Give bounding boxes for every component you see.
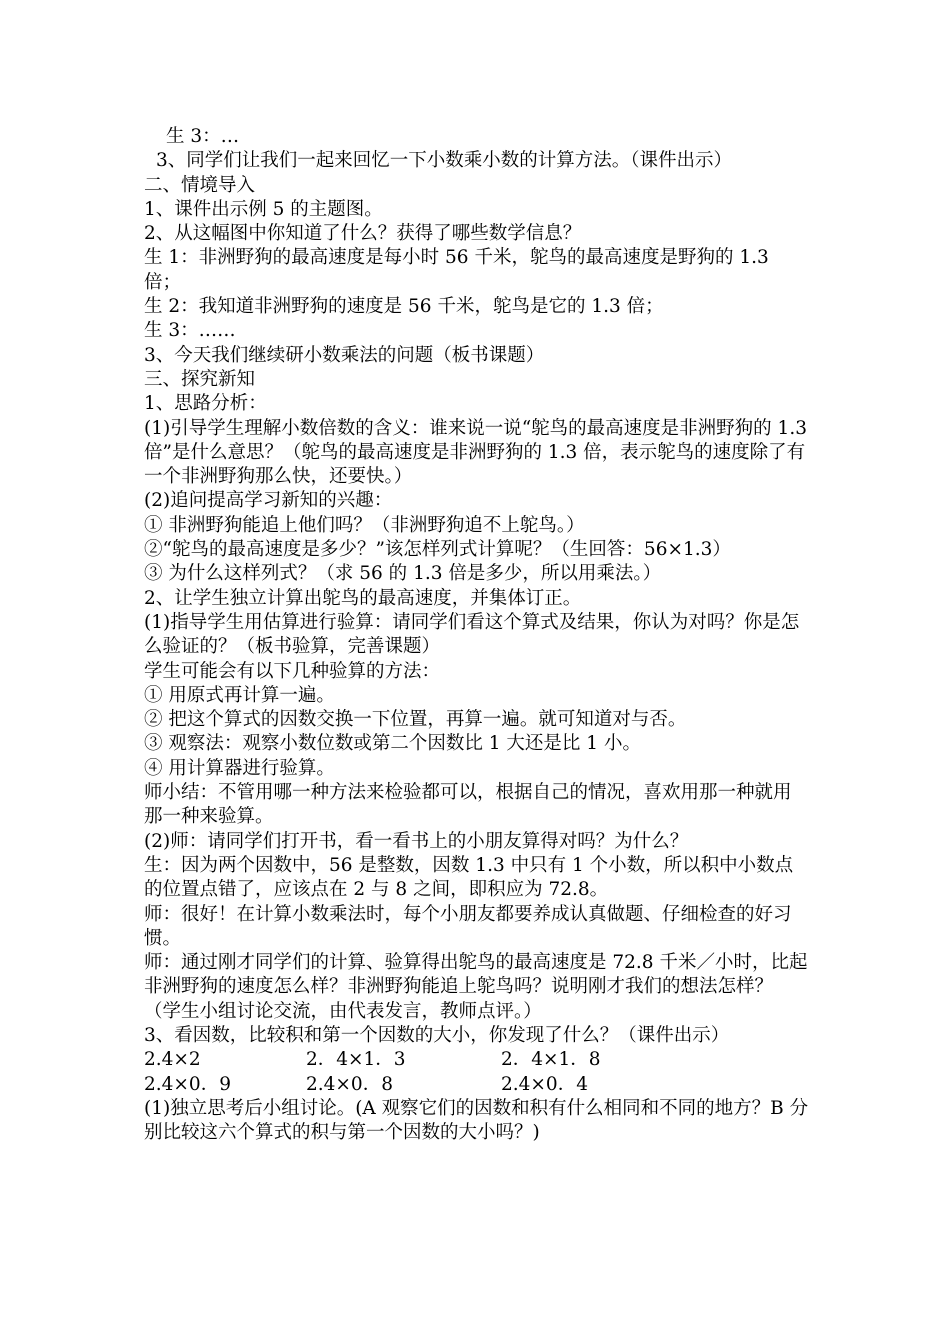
text-line: (2)追问提高学习新知的兴趣： — [144, 490, 393, 512]
text-line: 师：通过刚才同学们的计算、验算得出鸵鸟的最高速度是 72.8 千米／小时，比起非洲野狗的速度怎么样？非洲野狗能追上鸵鸟吗？说明刚才我们的想法怎样？（学生小组讨论交流，由代表发言，教师点评。） — [144, 952, 808, 1022]
calc-row — [144, 1073, 809, 1097]
text-line: 师小结：不管用哪一种方法来检验都可以，根据自己的情况，喜欢用那一种就用那一种来验算。 — [144, 782, 792, 828]
text-line: 1、课件出示例 5 的主题图。 — [144, 198, 383, 220]
document-body — [144, 125, 809, 1145]
text-line: (1)引导学生理解小数倍数的含义：谁来说一说“鸵鸟的最高速度是非洲野狗的 1.3 倍”是什么意思？（鸵鸟的最高速度是非洲野狗的 1.3 倍，表示鸵鸟的速度除了有一个非洲野狗那么快，还要快。） — [144, 417, 807, 488]
text-line: ④ 用计算器进行验算。 — [144, 757, 335, 779]
calc-expression: 2.4×0．4 — [501, 1073, 588, 1095]
calc-expression: 2.4×0．9 — [144, 1073, 231, 1095]
text-line: ② 把这个算式的因数交换一下位置，再算一遍。就可知道对与否。 — [144, 709, 687, 731]
text-line: 2、让学生独立计算出鸵鸟的最高速度，并集体订正。 — [144, 587, 582, 609]
calc-expression: 2.4×2 — [144, 1049, 201, 1071]
text-line: ②“鸵鸟的最高速度是多少？”该怎样列式计算呢？（生回答：56×1.3） — [144, 539, 731, 561]
text-line: ③ 观察法：观察小数位数或第二个因数比 1 大还是比 1 小。 — [144, 733, 641, 755]
calc-expression: 2．4×1．8 — [501, 1049, 601, 1071]
text-line: 学生可能会有以下几种验算的方法： — [144, 660, 441, 682]
text-line: ③ 为什么这样列式？（求 56 的 1.3 倍是多少，所以用乘法。） — [144, 563, 662, 585]
text-line: (2)师：请同学们打开书，看一看书上的小朋友算得对吗？为什么？ — [144, 830, 689, 852]
text-line: ① 用原式再计算一遍。 — [144, 684, 335, 706]
calc-row — [144, 1048, 809, 1072]
text-line: 3、看因数，比较积和第一个因数的大小，你发现了什么？（课件出示） — [144, 1024, 730, 1046]
text-line: (1)独立思考后小组讨论。(A 观察它们的因数和积有什么相同和不同的地方？B 分别比较这六个算式的积与第一个因数的大小吗？) — [144, 1097, 809, 1144]
calc-expression: 2.4×0．8 — [306, 1073, 393, 1095]
text-line: 生 3：…… — [144, 320, 236, 342]
text-line: 生：因为两个因数中，56 是整数，因数 1.3 中只有 1 个小数，所以积中小数点的位置点错了，应该点在 2 与 8 之间，即积应为 72.8。 — [144, 854, 794, 901]
text-line: (1)指导学生用估算进行验算：请同学们看这个算式及结果，你认为对吗？你是怎么验证的？（板书验算，完善课题） — [144, 611, 800, 658]
text-line: 3、同学们让我们一起来回忆一下小数乘小数的计算方法。（课件出示） — [156, 150, 733, 172]
text-line: ① 非洲野狗能追上他们吗？（非洲野狗追不上鸵鸟。） — [144, 514, 585, 536]
text-line: 生 3：… — [166, 126, 240, 147]
text-line: 2、从这幅图中你知道了什么？获得了哪些数学信息？ — [144, 223, 582, 245]
text-line: 1、思路分析： — [144, 393, 267, 415]
text-line: 生 1：非洲野狗的最高速度是每小时 56 千米，鸵鸟的最高速度是野狗的 1.3 倍； — [144, 247, 769, 293]
calc-expression: 2．4×1．3 — [306, 1049, 406, 1071]
section-heading: 三、探究新知 — [144, 368, 256, 390]
text-line: 师：很好！在计算小数乘法时，每个小朋友都要养成认真做题、仔细检查的好习惯。 — [144, 903, 792, 949]
section-heading: 二、情境导入 — [144, 174, 256, 196]
text-line: 3、今天我们继续研小数乘法的问题（板书课题） — [144, 344, 545, 366]
text-line: 生 2：我知道非洲野狗的速度是 56 千米，鸵鸟是它的 1.3 倍； — [144, 296, 664, 318]
